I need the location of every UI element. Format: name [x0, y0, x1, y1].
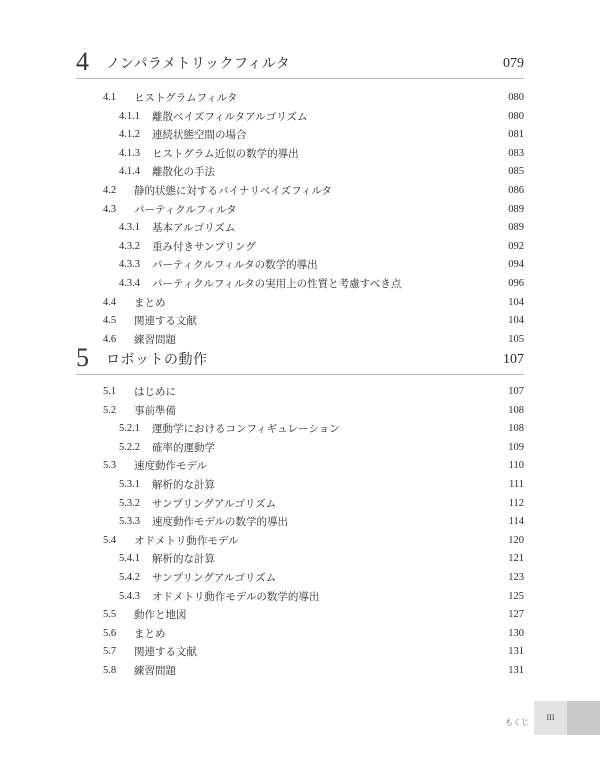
entry-page: 089 — [508, 203, 524, 215]
entry-page: 080 — [508, 110, 524, 122]
entry-number: 5.5 — [103, 609, 117, 621]
toc-section-entry[interactable] — [103, 202, 524, 218]
entry-title: 解析的な計算 — [152, 479, 215, 491]
entry-number: 4.3.3 — [119, 259, 140, 271]
entry-number: 5.4.3 — [119, 590, 140, 602]
entry-title: ヒストグラム近似の数学的導出 — [152, 147, 299, 160]
entry-title: 基本アルゴリズム — [152, 222, 236, 235]
chapter-heading[interactable] — [76, 48, 524, 79]
entry-number: 4.1.4 — [119, 166, 140, 178]
entry-number: 4.3.2 — [119, 240, 140, 252]
entry-page: 086 — [508, 185, 524, 196]
entry-number: 5.2 — [103, 404, 117, 416]
entry-title: オドメトリ動作モデル — [134, 534, 239, 547]
toc-subsection-entry[interactable] — [119, 477, 524, 493]
toc-subsection-entry[interactable] — [119, 109, 524, 125]
entry-number: 4.3.4 — [119, 278, 140, 289]
toc-section-entry[interactable] — [103, 458, 524, 474]
entry-page: 105 — [508, 333, 524, 345]
entry-title: サンプリングアルゴリズム — [152, 572, 277, 584]
entry-page: 112 — [508, 497, 524, 509]
toc-section-entry[interactable] — [103, 626, 524, 642]
entry-title: 静的状態に対するバイナリベイズフィルタ — [134, 185, 332, 197]
entry-number: 5.4.1 — [119, 553, 140, 565]
toc-subsection-entry[interactable] — [119, 514, 524, 530]
entry-number: 4.3 — [103, 203, 117, 215]
entry-title: 解析的な計算 — [152, 553, 215, 566]
entry-title: 練習問題 — [134, 333, 176, 346]
entry-title: オドメトリ動作モデルの数学的導出 — [152, 590, 320, 603]
toc-section-entry[interactable] — [103, 183, 524, 199]
entry-title: パーティクルフィルタの実用上の性質と考慮すべき点 — [152, 278, 402, 290]
toc-section-entry[interactable] — [103, 644, 524, 660]
chapter-number: 4 — [76, 47, 89, 76]
entry-title: 練習問題 — [134, 665, 176, 677]
entry-title: 連続状態空間の場合 — [152, 129, 247, 142]
entry-page: 089 — [508, 222, 524, 234]
entry-title: パーティクルフィルタの数学的導出 — [152, 259, 318, 272]
entry-page: 083 — [508, 147, 524, 159]
toc-section-entry[interactable] — [103, 384, 524, 400]
chapter-title: ロボットの動作 — [106, 352, 208, 368]
toc-subsection-entry[interactable] — [119, 421, 524, 437]
entry-title: 関連する文献 — [134, 646, 197, 659]
entry-number: 4.1.1 — [119, 110, 140, 122]
entry-page: 111 — [509, 479, 524, 490]
entry-number: 4.5 — [103, 315, 117, 327]
chapter-page: 107 — [503, 352, 524, 367]
entry-title: 動作と地図 — [134, 609, 187, 622]
entry-page: 110 — [508, 460, 524, 472]
entry-title: 速度動作モデル — [134, 460, 207, 473]
entry-page: 104 — [508, 296, 524, 308]
entry-page: 096 — [508, 278, 524, 289]
entry-page: 080 — [508, 92, 524, 103]
toc-section-entry[interactable] — [103, 90, 524, 106]
toc-subsection-entry[interactable] — [119, 220, 524, 236]
entry-page: 108 — [508, 404, 524, 416]
toc-subsection-entry[interactable] — [119, 276, 524, 292]
entry-page: 081 — [508, 129, 524, 141]
entry-title: パーティクルフィルタ — [134, 203, 237, 216]
entry-number: 4.3.1 — [119, 222, 140, 234]
entry-title: まとめ — [134, 296, 166, 309]
entry-page: 131 — [508, 665, 524, 676]
entry-number: 5.4 — [103, 534, 117, 546]
toc-section-entry[interactable] — [103, 607, 524, 623]
entry-page: 120 — [508, 534, 524, 546]
entry-number: 4.1.3 — [119, 147, 140, 159]
entry-page: 127 — [508, 609, 524, 621]
entry-title: まとめ — [134, 627, 166, 640]
entry-number: 4.6 — [103, 333, 117, 345]
footer-page-number: III — [534, 701, 567, 735]
entry-number: 4.1.2 — [119, 129, 140, 141]
entry-title: 事前準備 — [134, 404, 176, 417]
toc-subsection-entry[interactable] — [119, 127, 524, 143]
entry-title: 関連する文献 — [134, 315, 197, 328]
entry-title: 離散ベイズフィルタアルゴリズム — [152, 110, 308, 123]
toc-subsection-entry[interactable] — [119, 496, 524, 512]
entry-page: 094 — [508, 259, 524, 271]
entry-number: 4.1 — [103, 92, 117, 103]
toc-section-entry[interactable] — [103, 313, 524, 329]
entry-page: 131 — [508, 646, 524, 658]
entry-number: 4.2 — [103, 185, 117, 196]
footer-section-label: もくじ — [505, 718, 529, 727]
chapter-title: ノンパラメトリックフィルタ — [106, 56, 291, 72]
toc-subsection-entry[interactable] — [119, 440, 524, 456]
entry-title: 離散化の手法 — [152, 166, 215, 179]
toc-subsection-entry[interactable] — [119, 239, 524, 255]
toc-subsection-entry[interactable] — [119, 551, 524, 567]
entry-title: サンプリングアルゴリズム — [152, 497, 277, 510]
entry-page: 107 — [508, 386, 524, 397]
entry-number: 5.7 — [103, 646, 117, 658]
toc-subsection-entry[interactable] — [119, 589, 524, 605]
entry-page: 125 — [508, 590, 524, 602]
entry-number: 5.8 — [103, 665, 117, 676]
entry-number: 5.4.2 — [119, 572, 140, 583]
toc-subsection-entry[interactable] — [119, 257, 524, 273]
entry-page: 085 — [508, 166, 524, 178]
entry-page: 108 — [508, 423, 524, 435]
toc-section-entry[interactable] — [103, 533, 524, 549]
entry-number: 5.3.2 — [119, 497, 140, 509]
entry-page: 130 — [508, 627, 524, 639]
entry-title: はじめに — [134, 386, 176, 398]
entry-number: 5.3 — [103, 460, 117, 472]
chapter-page: 079 — [503, 56, 524, 71]
entry-number: 5.3.1 — [119, 479, 140, 490]
entry-title: 重み付きサンプリング — [152, 240, 256, 253]
footer-tab-decoration — [567, 701, 600, 735]
entry-page: 123 — [508, 572, 524, 583]
entry-title: 確率的運動学 — [152, 441, 215, 454]
toc-section-entry[interactable] — [103, 295, 524, 311]
entry-number: 4.4 — [103, 296, 117, 308]
entry-number: 5.1 — [103, 386, 117, 397]
toc-section-entry[interactable] — [103, 663, 524, 679]
toc-section-entry[interactable] — [103, 403, 524, 419]
entry-page: 121 — [508, 553, 524, 565]
entry-title: 速度動作モデルの数学的導出 — [152, 516, 288, 529]
entry-number: 5.3.3 — [119, 516, 140, 528]
entry-title: 運動学におけるコンフィギュレーション — [152, 423, 340, 436]
entry-number: 5.2.2 — [119, 441, 140, 453]
entry-number: 5.6 — [103, 627, 117, 639]
entry-page: 109 — [508, 441, 524, 453]
entry-number: 5.2.1 — [119, 423, 140, 435]
chapter-number: 5 — [76, 343, 89, 372]
chapter-heading[interactable] — [76, 344, 524, 375]
toc-subsection-entry[interactable] — [119, 570, 524, 586]
entry-page: 092 — [508, 240, 524, 252]
entry-title: ヒストグラムフィルタ — [134, 92, 238, 104]
entry-page: 114 — [508, 516, 524, 528]
toc-subsection-entry[interactable] — [119, 146, 524, 162]
entry-page: 104 — [508, 315, 524, 327]
toc-subsection-entry[interactable] — [119, 164, 524, 180]
